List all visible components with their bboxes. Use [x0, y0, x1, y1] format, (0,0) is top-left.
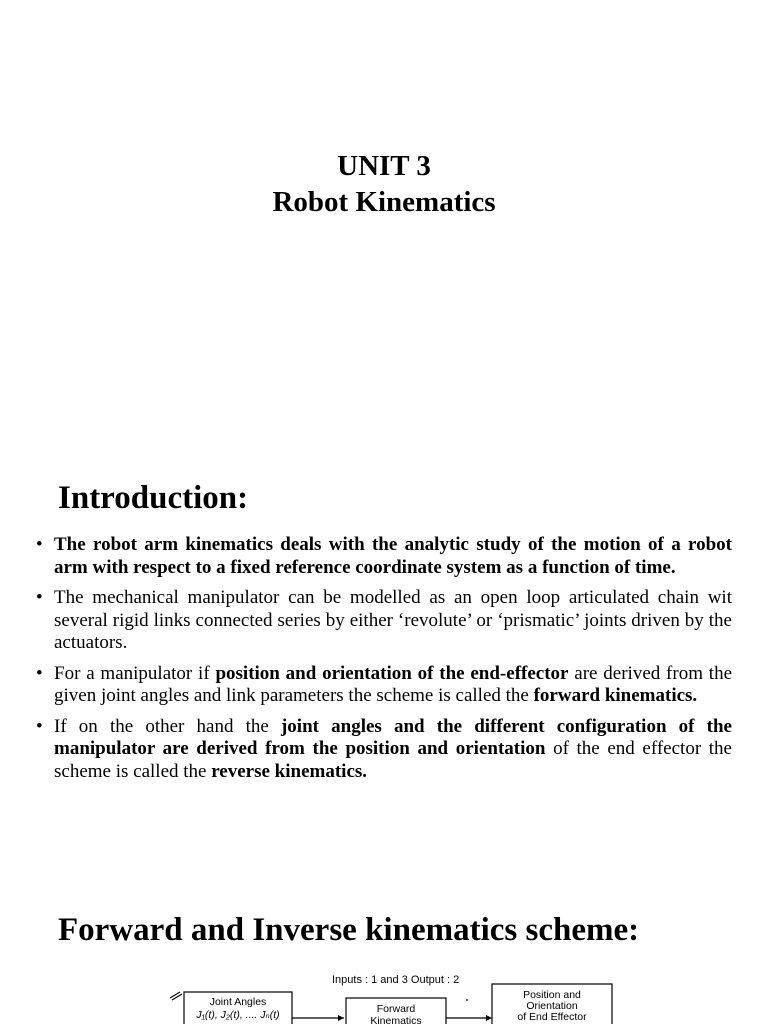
page-title: Robot Kinematics [272, 186, 496, 218]
bullet-text-bold: forward kinematics. [533, 685, 698, 706]
joint-angles-label: Joint Angles [209, 996, 267, 1008]
bullet-dot-icon: • [36, 587, 43, 608]
introduction-bullet-list [36, 534, 732, 791]
end-effector-label-3: of End Effector [517, 1011, 587, 1023]
bullet-text: of the end effector the scheme is called the [54, 738, 732, 782]
bullet-dot-icon: • [36, 534, 43, 555]
scheme-heading: Forward and Inverse kinematics scheme: [58, 912, 640, 948]
diagram-caption: Inputs : 1 and 3 Output : 2 [332, 974, 460, 986]
bullet-text-bold: joint angles and the different configuration of the manipulator are derived from the position and orientation [54, 715, 732, 759]
dot-mark [466, 999, 468, 1001]
bullet-text: The mechanical manipulator can be modelled as an open loop articulated chain wit several rigid links connected series by either ‘revolute’ or ‘prismatic’ joints driven by the actuators. [54, 587, 732, 653]
forward-kinematics-label-1: Forward [376, 1003, 416, 1015]
bullet-text: If on the other hand the [54, 715, 281, 737]
end-effector-label-1: Position and [523, 989, 581, 1001]
bullet-text-bold: reverse kinematics. [211, 760, 368, 782]
bullet-item [36, 534, 732, 579]
end-effector-label-2: Orientation [526, 1000, 578, 1012]
joint-angles-formula: J₁(t), J₂(t), .... Jₙ(t) [196, 1009, 280, 1021]
bullet-item [36, 663, 732, 708]
arrow-head-1-icon [338, 1015, 344, 1021]
bullet-text: are derived from the given joint angles and link parameters the scheme is called the [54, 662, 732, 706]
forward-kinematics-label-2: Kinematics [370, 1015, 422, 1024]
bullet-text: For a manipulator if [54, 662, 216, 684]
bullet-text-bold: The robot arm kinematics deals with the analytic study of the motion of a robot arm with respect to a fixed reference coordinate system as a function of time. [54, 534, 732, 578]
bullet-dot-icon: • [36, 662, 43, 684]
unit-title-block [0, 148, 768, 220]
bullet-text-bold: position and orientation of the end-effector [215, 662, 569, 684]
kinematics-scheme-diagram [160, 968, 620, 1024]
arrow-head-2-icon [486, 1015, 492, 1021]
bullet-item [36, 587, 732, 655]
bullet-dot-icon: • [36, 715, 43, 737]
introduction-heading: Introduction: [58, 480, 249, 516]
bullet-item [36, 716, 732, 784]
pen-mark-icon [170, 992, 182, 1000]
unit-number: UNIT 3 [337, 150, 431, 182]
